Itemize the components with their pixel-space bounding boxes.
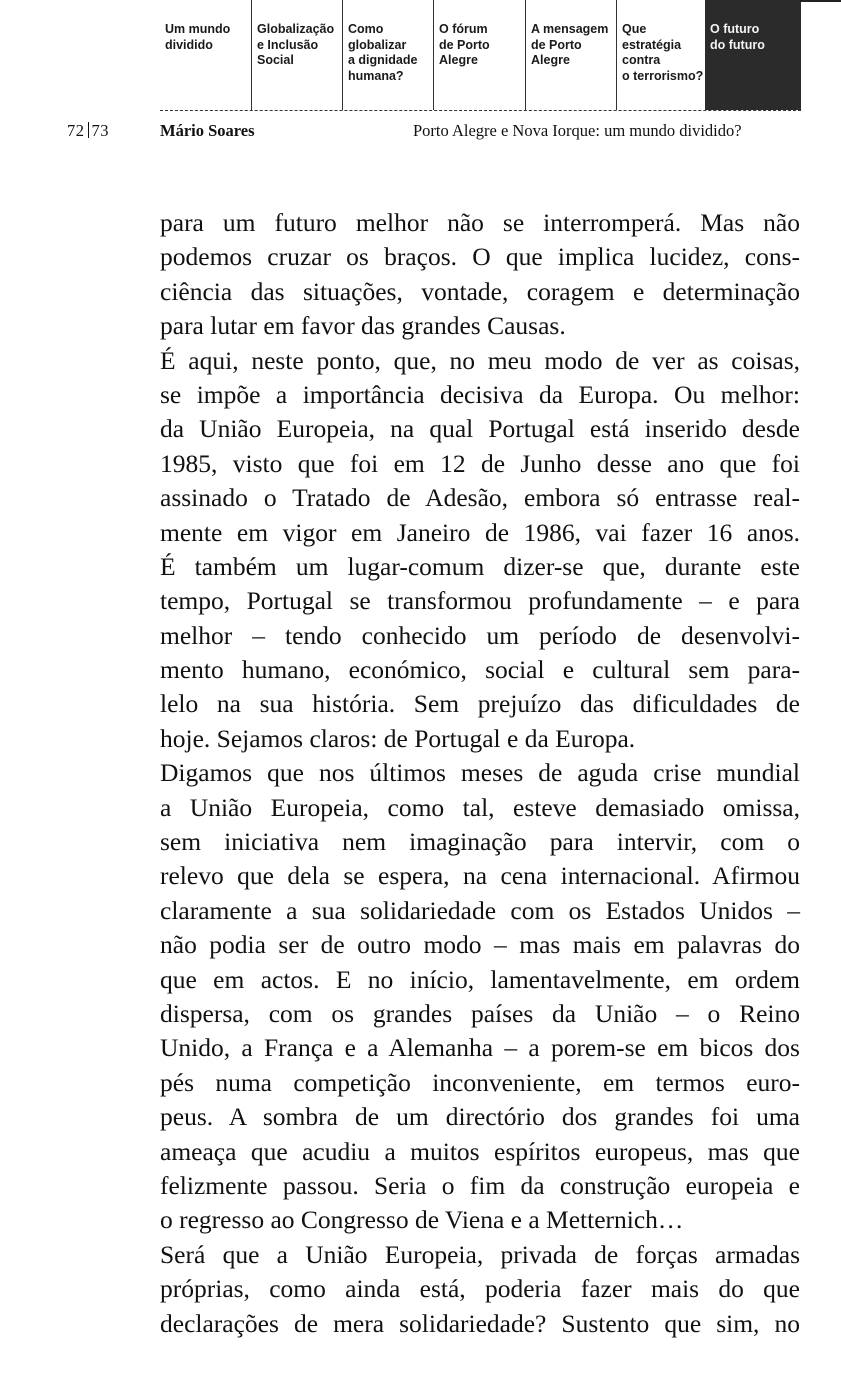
tab-mensagem-porto-alegre[interactable] (526, 0, 617, 110)
tab-label-line: de Porto (439, 37, 490, 52)
tab-label-line: dividido (165, 37, 213, 52)
body-line: É aqui, neste ponto, que, no meu modo de ver as coisas, (160, 345, 800, 375)
body-line: pés numa competição inconveniente, em termos euro- (160, 1067, 800, 1097)
tab-label-line: estratégia (622, 37, 682, 52)
body-line: declarações de mera solidariedade? Sustento que sim, no (160, 1308, 800, 1338)
tab-label-line: de Porto (531, 37, 582, 52)
tab-label-line: a dignidade (348, 53, 418, 67)
tab-globalizacao-inclusao-social[interactable] (252, 0, 343, 110)
tab-futuro-do-futuro[interactable] (705, 0, 801, 110)
body-line: para um futuro melhor não se interromperá. Mas não (160, 208, 800, 237)
body-line: claramente a sua solidariedade com os Estados Unidos – (160, 895, 800, 925)
body-line: hoje. Sejamos claros: de Portugal e da Europa. (160, 723, 636, 753)
body-line: tempo, Portugal se transformou profundamente – e para (160, 586, 800, 616)
body-line: Unido, a França e a Alemanha – a porem-se em bicos dos (160, 1033, 800, 1063)
body-line: o regresso ao Congresso de Viena e a Metternich… (160, 1205, 684, 1235)
tab-label-line: Alegre (439, 53, 478, 67)
tab-label-line: O futuro (710, 22, 760, 36)
tab-label-line: Globalização (257, 22, 335, 36)
page-number-left: 72 (67, 121, 85, 140)
body-line: 1985, visto que foi em 12 de Junho desse ano que foi (160, 448, 800, 478)
running-head-title: Porto Alegre e Nova Iorque: um mundo dividido? (413, 121, 742, 140)
body-line: felizmente passou. Seria o fim da construção europeia e (160, 1170, 800, 1200)
body-line: para lutar em favor das grandes Causas. (160, 311, 566, 341)
body-line: Digamos que nos últimos meses de aguda crise mundial (160, 758, 800, 788)
body-line: É também um lugar-comum dizer-se que, durante este (160, 551, 800, 581)
tab-label-line: humana? (348, 68, 404, 83)
body-line: podemos cruzar os braços. O que implica lucidez, cons- (160, 242, 800, 272)
body-line: da União Europeia, na qual Portugal está inserido desde (160, 414, 800, 444)
tab-label-line: O fórum (439, 22, 488, 36)
body-line: não podia ser de outro modo – mas mais em palavras do (160, 930, 800, 960)
tab-label-line: globalizar (348, 37, 407, 52)
chapter-tabs (160, 0, 801, 111)
body-line: próprias, como ainda está, poderia fazer mais do que (160, 1274, 800, 1304)
tab-label-line: e Inclusão (257, 37, 319, 52)
body-line: relevo que dela se espera, na cena internacional. Afirmou (160, 861, 800, 891)
tab-label-line: o terrorismo? (622, 68, 704, 83)
body-line: mento humano, económico, social e cultural sem para- (160, 655, 800, 685)
body-line: ameaça que acudiu a muitos espíritos europeus, mas que (160, 1136, 800, 1166)
tab-forum-porto-alegre[interactable] (434, 0, 526, 110)
body-line: a União Europeia, como tal, esteve demasiado omissa, (160, 792, 800, 822)
body-line: ciência das situações, vontade, coragem e determinação (160, 276, 800, 306)
body-text (160, 206, 800, 1341)
body-line: Será que a União Europeia, privada de forças armadas (160, 1239, 800, 1269)
tab-label-line: Um mundo (165, 22, 231, 36)
tab-label-line: contra (622, 53, 661, 67)
page-number-divider (88, 122, 89, 138)
body-line: peus. A sombra de um directório dos grandes foi uma (160, 1102, 800, 1132)
body-line: mente em vigor em Janeiro de 1986, vai fazer 16 anos. (160, 517, 800, 547)
page-numbers (67, 121, 109, 141)
tab-label-line: Como (348, 22, 384, 36)
tab-label-line: Que (622, 22, 647, 36)
tab-como-globalizar[interactable] (343, 0, 434, 110)
body-line: melhor – tendo conhecido um período de desenvolvi- (160, 620, 800, 650)
body-line: assinado o Tratado de Adesão, embora só entrasse real- (160, 483, 800, 513)
body-line: que em actos. E no início, lamentavelmente, em ordem (160, 964, 800, 994)
page-number-right: 73 (91, 121, 109, 140)
tab-label-line: A mensagem (531, 22, 609, 36)
tab-label-line: Alegre (531, 53, 570, 67)
running-head-author: Mário Soares (160, 121, 255, 140)
body-line: sem iniciativa nem imaginação para intervir, com o (160, 827, 800, 857)
tab-label-line: do futuro (710, 37, 765, 52)
tab-um-mundo-dividido[interactable] (160, 0, 252, 110)
tab-label-line: Social (257, 53, 294, 67)
top-rule (800, 0, 841, 2)
tab-estrategia-terrorismo[interactable] (617, 0, 705, 110)
body-line: dispersa, com os grandes países da União – o Reino (160, 998, 800, 1028)
body-line: lelo na sua história. Sem prejuízo das dificuldades de (160, 689, 800, 719)
body-line: se impõe a importância decisiva da Europa. Ou melhor: (160, 379, 800, 409)
